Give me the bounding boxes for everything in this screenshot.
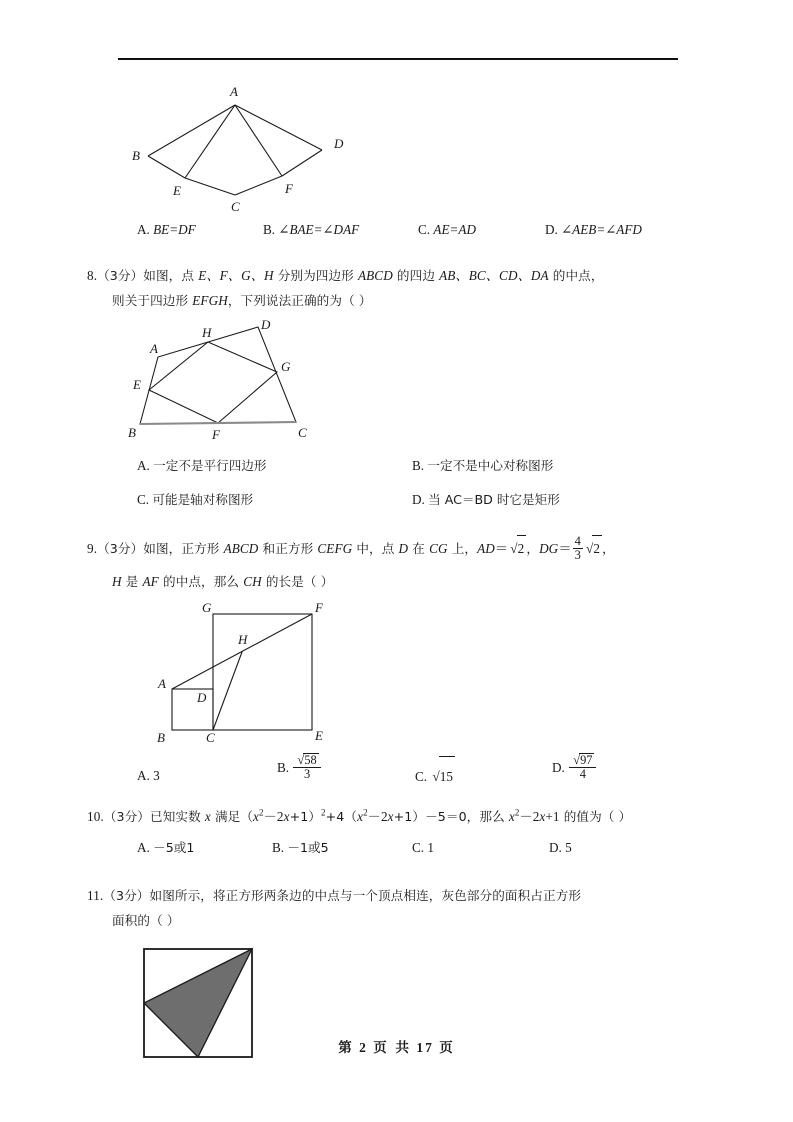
q9-number: 9. xyxy=(87,541,98,556)
q7-label-A: A xyxy=(230,84,238,99)
question-8 xyxy=(0,263,793,313)
q7-option-b-key: B. xyxy=(263,222,276,237)
q10-score: （3分） xyxy=(103,808,150,824)
q8-label-G: G xyxy=(281,359,291,374)
q8-label-H: H xyxy=(202,325,212,340)
q8-line-1: 8.（3分）如图，点 E、F、G、H 分别为四边形 ABCD 的四边 AB、BC、CD、DA 的中点， xyxy=(87,268,604,283)
q9-label-F: F xyxy=(315,599,323,615)
question-10 xyxy=(0,804,793,861)
q7-option-b-text: ∠BAE=∠DAF xyxy=(278,222,360,237)
q11-number: 11. xyxy=(87,887,104,903)
q8-label-C: C xyxy=(298,425,307,440)
q8-number: 8. xyxy=(87,268,98,283)
q10-option-a-text: －5或1 xyxy=(153,839,195,855)
q11-line-2 xyxy=(112,908,733,933)
q9-dg-radical: √2 xyxy=(584,535,602,561)
q8-option-a-text: 一定不是平行四边形 xyxy=(153,458,267,473)
q10-option-c-key: C. xyxy=(412,839,425,855)
q7-label-B: B xyxy=(132,148,140,163)
q7-option-c[interactable] xyxy=(418,217,476,243)
footer-page-number: 2 xyxy=(359,1040,368,1055)
q7-rhombus-diagram xyxy=(130,78,793,214)
q8-option-d-key: D. xyxy=(412,492,425,507)
q9-line-1: 9.（3分）如图，正方形 ABCD 和正方形 CEFG 中，点 D 在 CG 上，AD＝ √2 ，DG＝ $\frac{4}{3}$ √2 ， xyxy=(87,534,615,563)
q9-option-c[interactable] xyxy=(415,756,455,797)
q8-option-c[interactable] xyxy=(137,487,253,513)
q11-shaded-square xyxy=(142,947,793,1092)
q8-line-2: 则关于四边形 EFGH，下列说法正确的为（ ） xyxy=(112,293,372,308)
q7-label-E: E xyxy=(173,183,181,198)
question-9 xyxy=(0,535,793,594)
q9-option-c-key: C. xyxy=(415,768,428,784)
q9-ad-radical: √2 xyxy=(508,535,526,561)
q9-option-a-key: A. xyxy=(137,767,150,783)
q9-option-d[interactable] xyxy=(552,748,597,788)
q7-label-F: F xyxy=(285,181,293,196)
q8-option-b[interactable] xyxy=(412,453,553,479)
q10-options xyxy=(112,835,733,861)
header-rule xyxy=(118,58,678,60)
q8-label-A: A xyxy=(150,341,158,356)
q10-option-b[interactable] xyxy=(272,835,329,861)
q7-option-d-text: ∠AEB=∠AFD xyxy=(561,222,642,237)
q7-label-C: C xyxy=(231,199,240,214)
q8-option-c-text: 可能是轴对称图形 xyxy=(152,492,254,507)
q8-option-c-key: C. xyxy=(137,492,150,507)
q10-option-b-text: －1或5 xyxy=(287,839,329,855)
q9-label-D: D xyxy=(197,689,207,705)
q8-score: （3分） xyxy=(97,268,144,283)
q8-label-B: B xyxy=(128,425,136,440)
q8-option-d-text: 当 AC＝BD 时它是矩形 xyxy=(428,492,560,507)
q10-option-c-text: 1 xyxy=(427,839,434,855)
q7-option-d-key: D. xyxy=(545,222,558,237)
q8-options-row-1 xyxy=(0,453,793,479)
page-footer xyxy=(0,1036,793,1056)
q9-option-d-fraction: $\frac{√97}{4}$ xyxy=(569,753,596,782)
q8-option-d[interactable] xyxy=(412,487,560,513)
footer-prefix: 第 xyxy=(338,1040,354,1056)
footer-suffix: 页 xyxy=(439,1040,455,1056)
q7-option-a-key: A. xyxy=(137,222,150,237)
q9-line-2: H 是 AF 的中点，那么 CH 的长是（ ） xyxy=(112,573,334,589)
q8-label-E: E xyxy=(133,377,141,392)
q10-option-d-key: D. xyxy=(549,839,562,855)
q9-options xyxy=(0,748,793,788)
q8-label-F: F xyxy=(212,427,220,442)
q9-option-b[interactable] xyxy=(277,748,322,788)
q7-option-a[interactable] xyxy=(137,217,196,243)
q9-label-E: E xyxy=(315,727,323,743)
q11-text-2: 面积的（ ） xyxy=(112,912,180,928)
q10-number: 10. xyxy=(87,808,104,824)
q10-option-d[interactable] xyxy=(549,835,572,861)
q11-line-1 xyxy=(87,883,733,908)
footer-middle: 页 共 xyxy=(373,1040,411,1056)
q7-label-D: D xyxy=(334,136,344,151)
q8-option-b-text: 一定不是中心对称图形 xyxy=(427,458,554,473)
q8-option-b-key: B. xyxy=(412,458,425,473)
q9-label-B: B xyxy=(157,729,165,745)
q9-option-d-key: D. xyxy=(552,759,565,775)
q9-option-b-fraction: $\frac{√58}{3}$ xyxy=(293,753,320,782)
q10-option-c[interactable] xyxy=(412,835,434,861)
q8-option-a-key: A. xyxy=(137,458,150,473)
q9-option-c-radical: √15 xyxy=(430,756,455,797)
q9-option-a-value: 3 xyxy=(153,767,160,783)
footer-total-pages: 17 xyxy=(416,1040,434,1055)
q9-label-C: C xyxy=(206,729,215,745)
q10-line-1: 10.（3分）已知实数 x 满足$(x^2-2x+1)^2+4(x^2-2x+1)-5=0$，那么 $x^2-2x+1$ 的值为（ ） xyxy=(87,807,632,824)
q7-option-c-key: C. xyxy=(418,222,431,237)
q7-option-a-text: BE=DF xyxy=(153,222,196,237)
page-content xyxy=(0,78,793,1092)
q8-midpoint-quadrilateral-diagram xyxy=(128,319,793,441)
q7-option-c-text: AE=AD xyxy=(433,222,476,237)
q8-options-row-2 xyxy=(0,487,793,513)
q9-option-a[interactable] xyxy=(137,756,160,796)
q9-dg-fraction: $\frac{4}{3}$ xyxy=(574,534,581,563)
q9-label-A: A xyxy=(158,675,166,691)
q10-option-b-key: B. xyxy=(272,839,285,855)
q10-option-d-text: 5 xyxy=(565,839,572,855)
q8-label-D: D xyxy=(261,317,271,332)
q11-text-1: 如图所示，将正方形两条边的中点与一个顶点相连，灰色部分的面积占正方形 xyxy=(149,887,582,903)
q11-score: （3分） xyxy=(103,887,150,903)
q7-option-b[interactable] xyxy=(263,217,359,243)
q9-label-H: H xyxy=(238,631,248,647)
question-11 xyxy=(0,883,793,933)
q9-score: （3分） xyxy=(97,541,144,556)
q10-option-a[interactable] xyxy=(137,835,194,861)
q9-label-G: G xyxy=(202,599,212,615)
q8-option-a[interactable] xyxy=(137,453,266,479)
q10-option-a-key: A. xyxy=(137,839,150,855)
q7-options xyxy=(0,217,793,243)
q9-option-b-key: B. xyxy=(277,759,290,775)
q7-option-d[interactable] xyxy=(545,217,642,243)
q9-two-squares-diagram xyxy=(152,599,793,745)
